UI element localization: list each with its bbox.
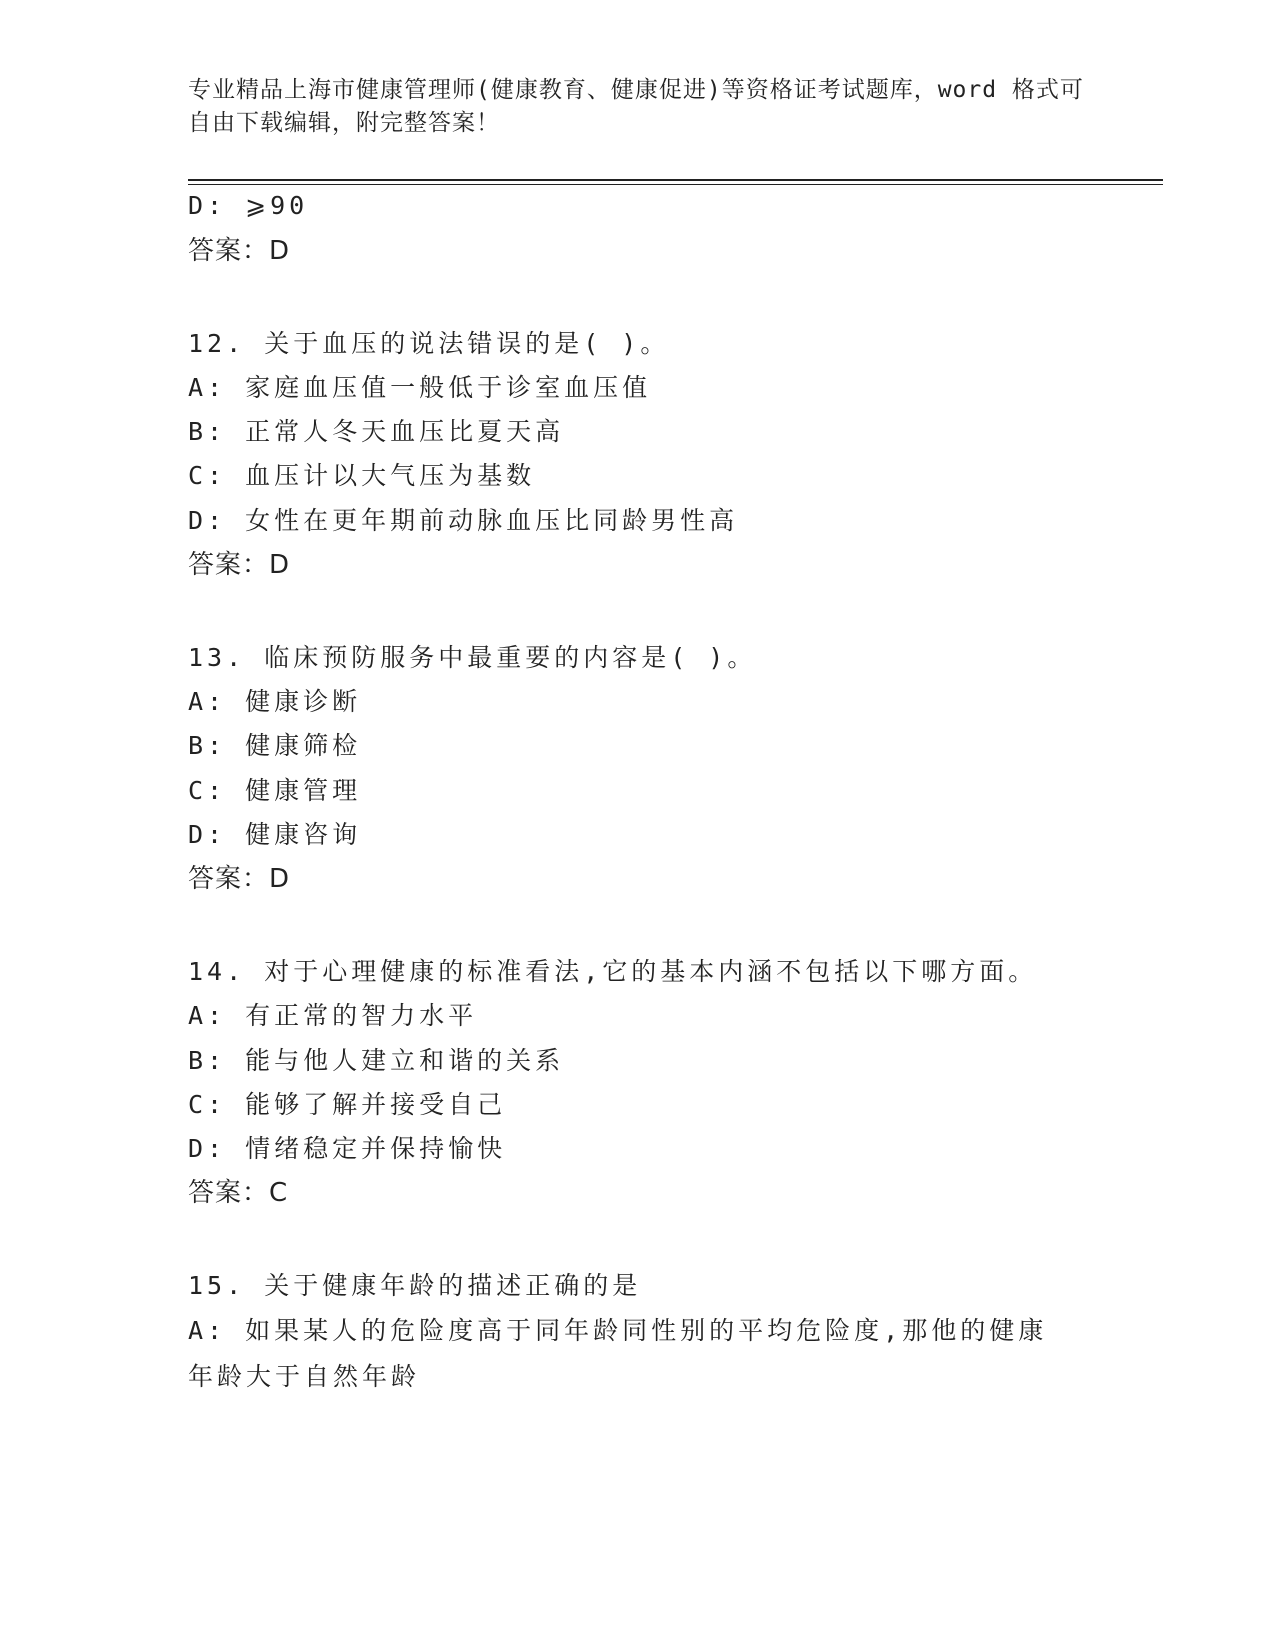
q12-option-c: C: 血压计以大气压为基数 [188,461,536,490]
document-header: 专业精品上海市健康管理师(健康教育、健康促进)等资格证考试题库，word 格式可自由下载编辑，附完整答案！ [188,77,1084,136]
q14-answer: 答案：C [188,1178,289,1208]
q14-option-d: D: 情绪稳定并保持愉快 [188,1134,507,1163]
q15-option-a: A: 如果某人的危险度高于同年龄同性别的平均危险度,那他的健康年龄大于自然年龄 [188,1316,1048,1391]
q14-option-b: B: 能与他人建立和谐的关系 [188,1046,565,1075]
q13-option-d: D: 健康咨询 [188,820,362,849]
q12-option-b: B: 正常人冬天血压比夏天高 [188,417,565,446]
q13-option-a: A: 健康诊断 [188,687,362,716]
header-rule-bottom [188,184,1163,185]
q13-answer: 答案：D [188,864,291,894]
q14-option-c: C: 能够了解并接受自己 [188,1090,507,1119]
q12-option-d: D: 女性在更年期前动脉血压比同龄男性高 [188,506,739,535]
q12-question: 12. 关于血压的说法错误的是( )。 [188,329,670,358]
q14-question: 14. 对于心理健康的标准看法,它的基本内涵不包括以下哪方面。 [188,957,1038,986]
q14-option-a: A: 有正常的智力水平 [188,1001,478,1030]
q15-question: 15. 关于健康年龄的描述正确的是 [188,1271,642,1300]
q11-answer: 答案：D [188,236,291,266]
q13-option-b: B: 健康筛检 [188,731,362,760]
header-rule-top [188,179,1163,181]
q11-option-d: D: ⩾90 [188,191,309,220]
q13-question: 13. 临床预防服务中最重要的内容是( )。 [188,643,757,672]
q12-option-a: A: 家庭血压值一般低于诊室血压值 [188,373,652,402]
q12-answer: 答案：D [188,550,291,580]
q13-option-c: C: 健康管理 [188,776,362,805]
